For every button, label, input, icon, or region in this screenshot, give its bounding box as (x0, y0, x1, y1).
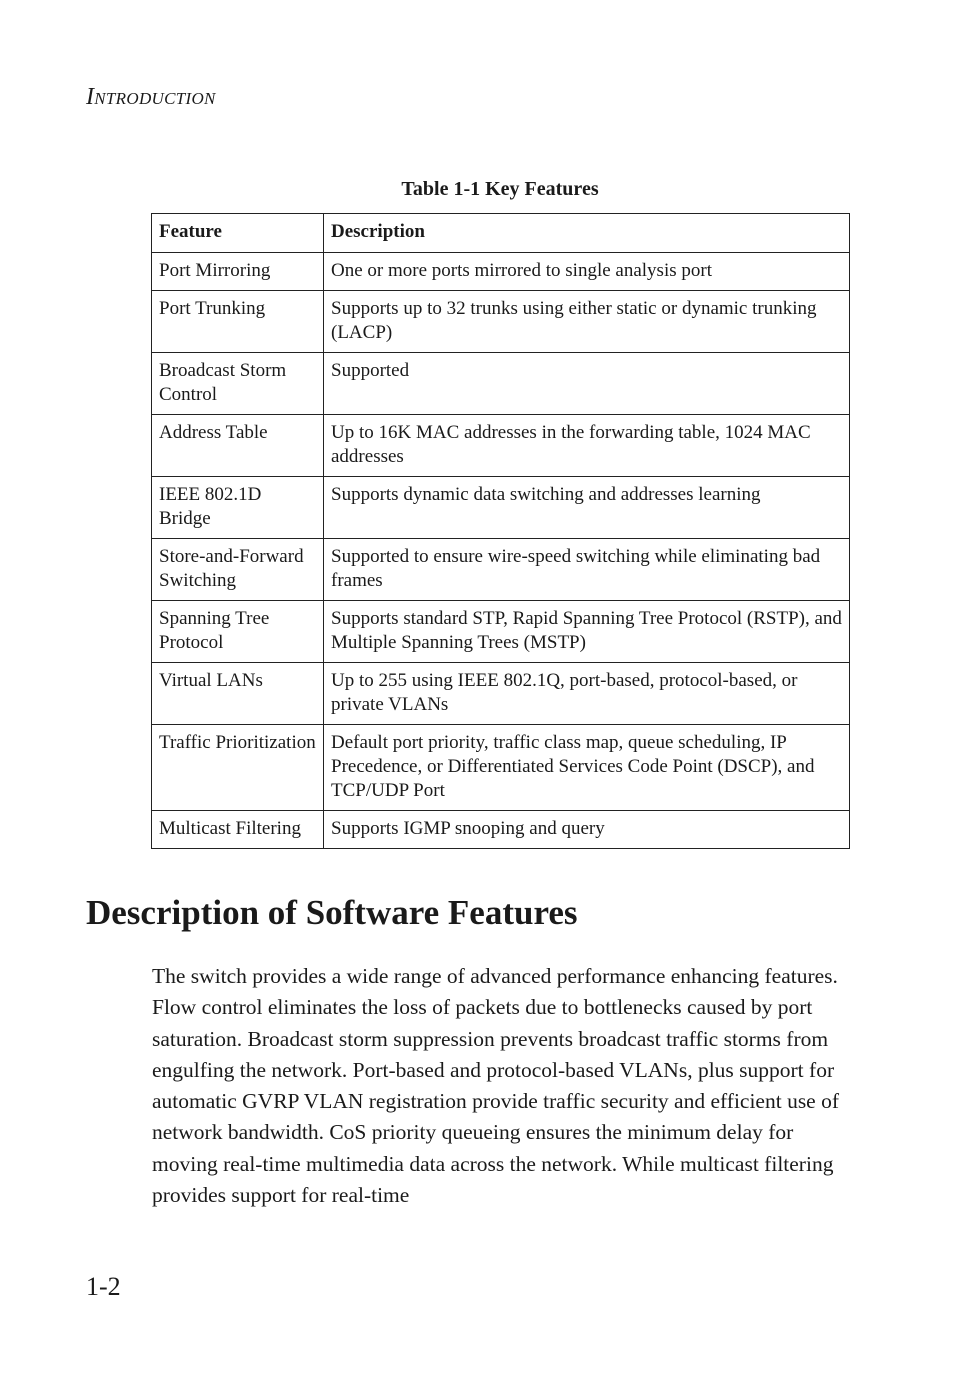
table-row (152, 725, 850, 811)
table-row (152, 253, 850, 291)
description-cell: Supports IGMP snooping and query (324, 811, 850, 849)
table-row (152, 539, 850, 601)
description-cell: One or more ports mirrored to single analysis port (324, 253, 850, 291)
feature-cell: Port Mirroring (152, 253, 324, 291)
table-row (152, 291, 850, 353)
table-row (152, 477, 850, 539)
description-cell: Supported to ensure wire-speed switching while eliminating bad frames (324, 539, 850, 601)
running-header: Introduction (86, 84, 216, 110)
feature-cell: Spanning Tree Protocol (152, 601, 324, 663)
description-cell: Up to 16K MAC addresses in the forwarding table, 1024 MAC addresses (324, 415, 850, 477)
feature-cell: Port Trunking (152, 291, 324, 353)
feature-cell: Broadcast Storm Control (152, 353, 324, 415)
feature-cell: IEEE 802.1D Bridge (152, 477, 324, 539)
feature-cell: Address Table (152, 415, 324, 477)
description-cell: Up to 255 using IEEE 802.1Q, port-based, protocol-based, or private VLANs (324, 663, 850, 725)
section-heading: Description of Software Features (86, 893, 578, 932)
page-number: 1-2 (86, 1272, 121, 1301)
description-cell: Supports dynamic data switching and addresses learning (324, 477, 850, 539)
description-cell: Supports standard STP, Rapid Spanning Tree Protocol (RSTP), and Multiple Spanning Trees (MSTP) (324, 601, 850, 663)
description-cell: Supported (324, 353, 850, 415)
table-caption: Table 1-1 Key Features (401, 178, 599, 200)
column-header-feature: Feature (152, 214, 324, 253)
feature-cell: Multicast Filtering (152, 811, 324, 849)
description-cell: Supports up to 32 trunks using either static or dynamic trunking (LACP) (324, 291, 850, 353)
feature-cell: Virtual LANs (152, 663, 324, 725)
table-header-row (152, 214, 850, 253)
table-row (152, 601, 850, 663)
table-row (152, 353, 850, 415)
body-paragraph: The switch provides a wide range of advanced performance enhancing features. Flow control eliminates the loss of packets due to bottlenecks caused by port saturation. Broadcast storm suppression prevents broadcast traffic storms from engulfing the network. Port-based and protocol-based VLANs, plus support for automatic GVRP VLAN registration provide traffic security and efficient use of network bandwidth. CoS priority queueing ensures the minimum delay for moving real-time multimedia data across the network. While multicast filtering provides support for real-time (152, 964, 840, 1208)
feature-cell: Traffic Prioritization (152, 725, 324, 811)
key-features-table (151, 213, 850, 849)
table-row (152, 663, 850, 725)
table-row (152, 415, 850, 477)
description-cell: Default port priority, traffic class map, queue scheduling, IP Precedence, or Differentiated Services Code Point (DSCP), and TCP/UDP Port (324, 725, 850, 811)
table-row (152, 811, 850, 849)
column-header-description: Description (324, 214, 850, 253)
feature-cell: Store-and-Forward Switching (152, 539, 324, 601)
